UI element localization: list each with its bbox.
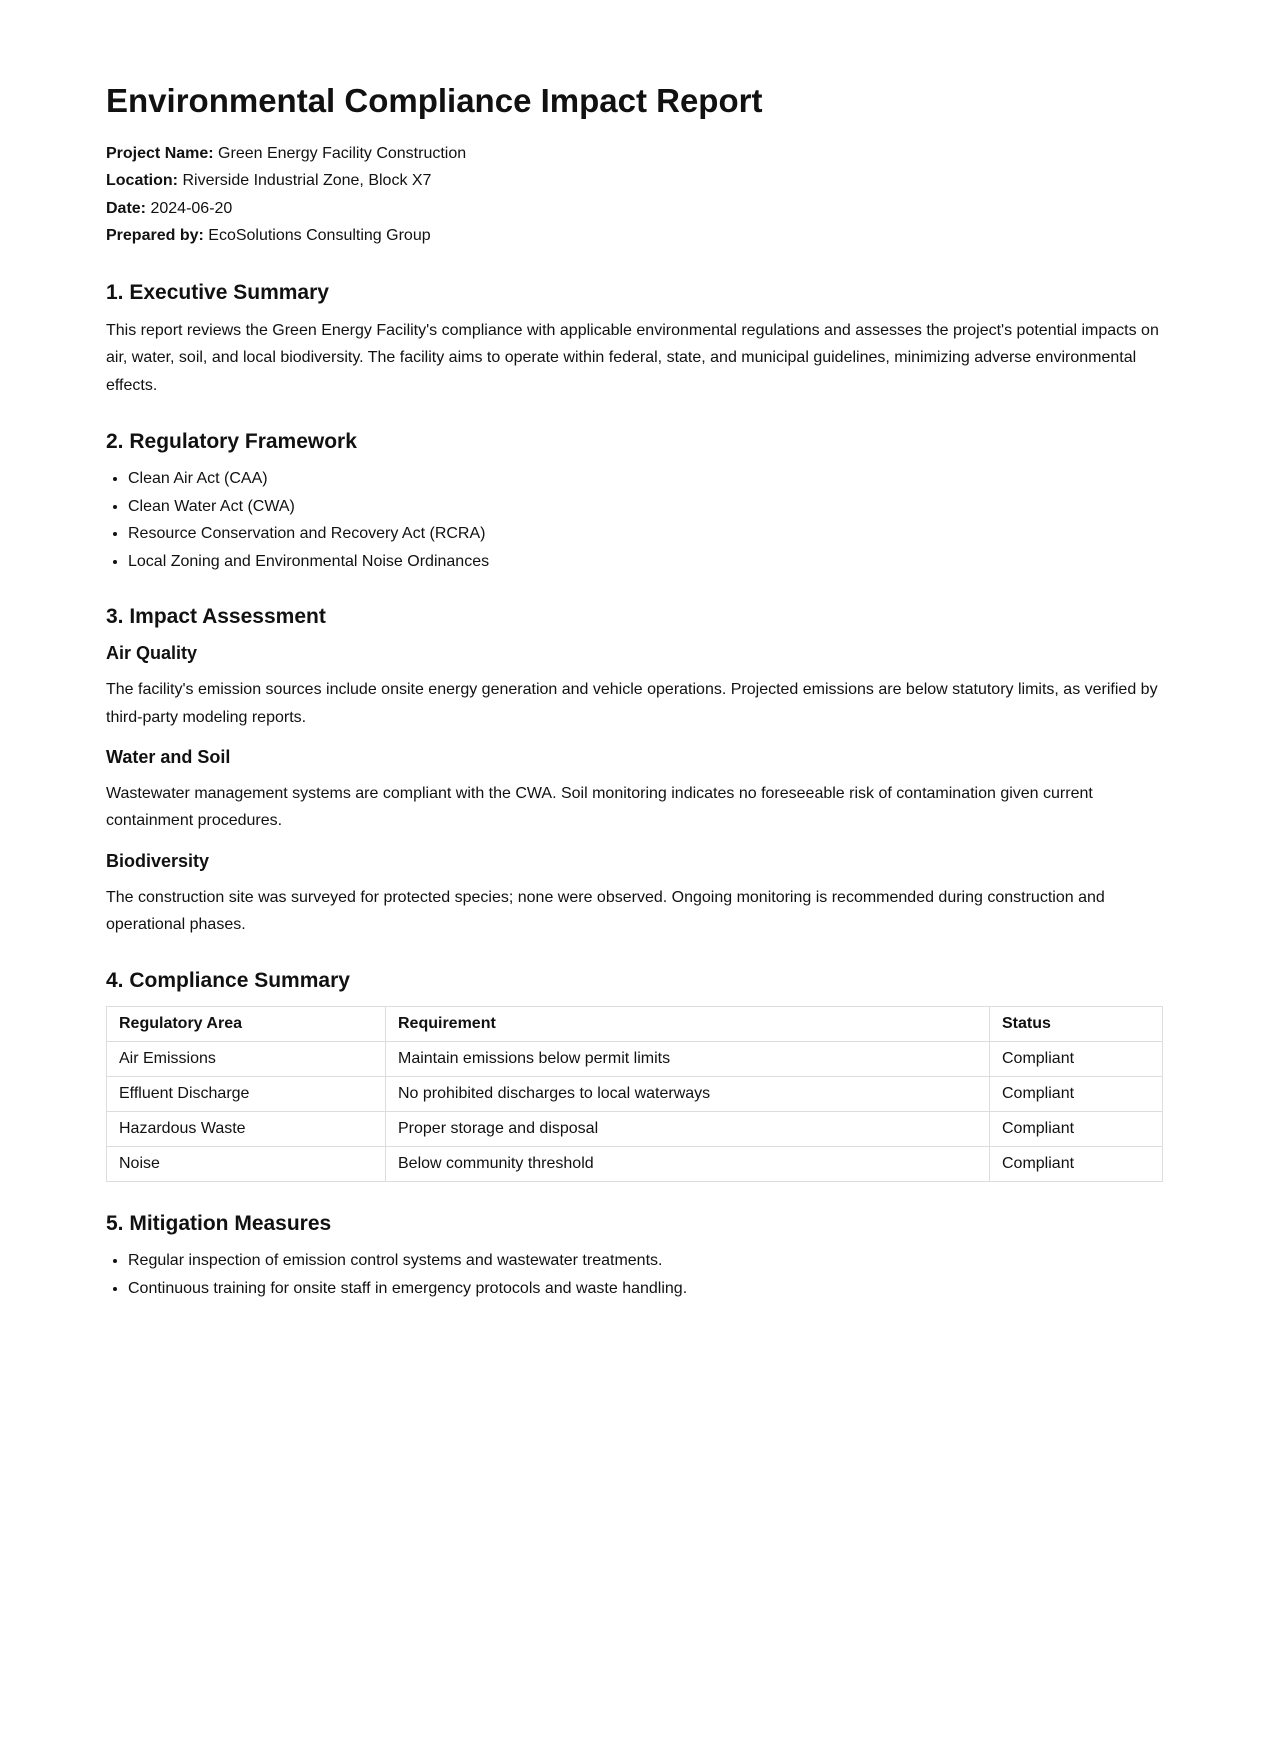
executive-summary-text: This report reviews the Green Energy Facility's compliance with applicable environmental regulations and assesses the project's potential impacts on air, water, soil, and local biodiversity. The facility aims to operate within federal, state, and municipal guidelines, minimizing adverse environmental effects. xyxy=(106,322,1159,394)
meta-label: Project Name: xyxy=(106,145,214,162)
meta-value: 2024-06-20 xyxy=(150,199,233,217)
compliance-summary-section xyxy=(106,967,1163,1182)
section-heading: 4. Compliance Summary xyxy=(106,969,350,993)
meta-value: Green Energy Facility Construction xyxy=(218,145,467,162)
table-cell: Air Emissions xyxy=(107,1042,386,1077)
mitigation-list xyxy=(106,1247,1163,1302)
column-header: Regulatory Area xyxy=(107,1007,386,1042)
subsection-heading-water-soil: Water and Soil xyxy=(106,747,231,768)
impact-assessment-section xyxy=(106,603,1163,938)
table-cell: Hazardous Waste xyxy=(107,1112,386,1147)
column-header: Status xyxy=(990,1007,1163,1042)
water-soil-text: Wastewater management systems are compliant with the CWA. Soil monitoring indicates no foreseeable risk of contamination given current containment procedures. xyxy=(106,785,1093,830)
report-title: Environmental Compliance Impact Report xyxy=(106,82,763,119)
table-row xyxy=(107,1077,1163,1112)
meta-value: EcoSolutions Consulting Group xyxy=(208,226,431,244)
meta-location xyxy=(106,167,1163,194)
mitigation-measures-section xyxy=(106,1210,1163,1302)
subsection-heading-biodiversity: Biodiversity xyxy=(106,850,210,871)
meta-prepared-by xyxy=(106,222,1163,249)
table-cell: No prohibited discharges to local waterways xyxy=(386,1077,990,1112)
table-header-row xyxy=(107,1007,1163,1042)
meta-value: Riverside Industrial Zone, Block X7 xyxy=(182,172,432,190)
list-item: • Continuous training for onsite staff in emergency protocols and waste handling. xyxy=(128,1275,1163,1303)
status-cell: Compliant xyxy=(990,1077,1163,1112)
report-page xyxy=(106,80,1163,1308)
table-cell: Noise xyxy=(107,1147,386,1182)
meta-date xyxy=(106,195,1163,222)
subsection-heading-air-quality: Air Quality xyxy=(106,643,198,664)
status-cell: Compliant xyxy=(990,1147,1163,1182)
column-header: Requirement xyxy=(386,1007,990,1042)
meta-label: Prepared by: xyxy=(106,226,204,244)
meta-label: Location: xyxy=(106,172,178,190)
status-cell: Compliant xyxy=(990,1042,1163,1077)
table-cell: Effluent Discharge xyxy=(107,1077,386,1112)
air-quality-text: The facility's emission sources include onsite energy generation and vehicle operations. Projected emissions are below statutory limits, as verified by third-party modeling reports. xyxy=(106,681,1158,726)
project-meta xyxy=(106,140,1163,249)
list-item: • Local Zoning and Environmental Noise Ordinances xyxy=(128,548,1163,576)
status-cell: Compliant xyxy=(990,1112,1163,1147)
list-item: • Resource Conservation and Recovery Act (RCRA) xyxy=(128,520,1163,548)
executive-summary-section xyxy=(106,279,1163,399)
table-cell: Proper storage and disposal xyxy=(386,1112,990,1147)
table-cell: Below community threshold xyxy=(386,1147,990,1182)
biodiversity-text: The construction site was surveyed for protected species; none were observed. Ongoing monitoring is recommended during construction and operational phases. xyxy=(106,888,1105,933)
table-row xyxy=(107,1112,1163,1147)
section-heading: 5. Mitigation Measures xyxy=(106,1212,332,1236)
list-item: • Clean Air Act (CAA) xyxy=(128,465,1163,493)
compliance-table xyxy=(106,1006,1163,1182)
table-row xyxy=(107,1147,1163,1182)
regulatory-framework-section xyxy=(106,428,1163,575)
section-heading: 3. Impact Assessment xyxy=(106,605,326,629)
meta-project-name xyxy=(106,140,1163,167)
table-cell: Maintain emissions below permit limits xyxy=(386,1042,990,1077)
meta-label: Date: xyxy=(106,199,147,217)
list-item: • Regular inspection of emission control systems and wastewater treatments. xyxy=(128,1247,1163,1275)
section-heading: 2. Regulatory Framework xyxy=(106,430,357,454)
regulation-list xyxy=(106,465,1163,575)
table-row xyxy=(107,1042,1163,1077)
section-heading: 1. Executive Summary xyxy=(106,281,329,305)
list-item: • Clean Water Act (CWA) xyxy=(128,493,1163,521)
